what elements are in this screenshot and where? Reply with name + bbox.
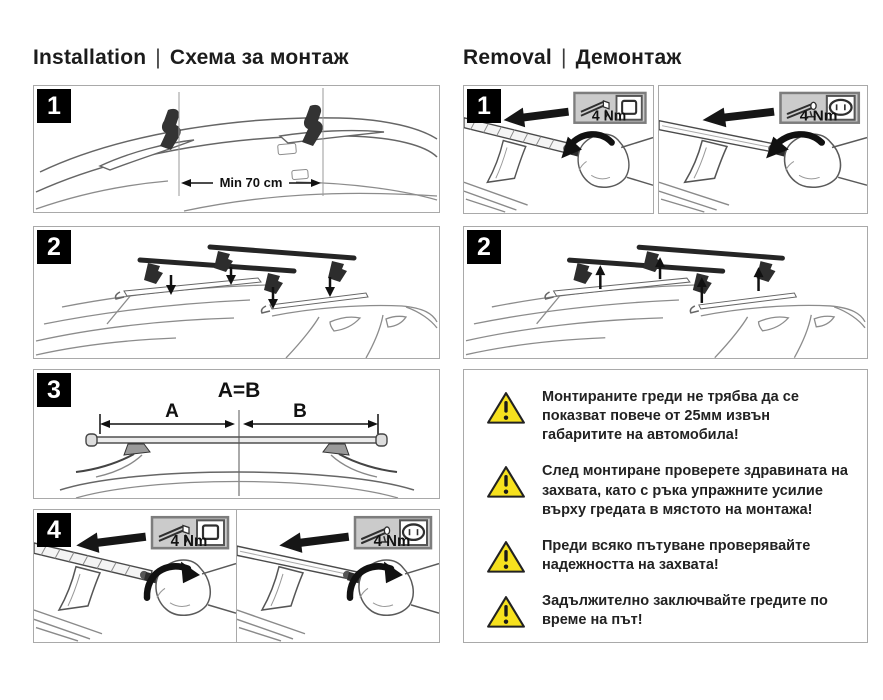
warning-icon	[486, 537, 526, 575]
torque-label: 4 Nm	[591, 108, 627, 125]
warning-item	[486, 537, 853, 575]
left-arrow-icon	[502, 102, 569, 130]
car-body-art	[36, 285, 437, 358]
header-separator: |	[560, 46, 567, 69]
roof-min-distance-diagram	[34, 86, 439, 212]
installation-header	[33, 46, 349, 70]
installation-step4-panel	[33, 509, 440, 643]
warning-icon	[486, 388, 526, 426]
equation-label: A=B	[217, 379, 261, 402]
warnings-panel	[463, 369, 868, 643]
warning-text: След монтиране проверете здравината на захвата, като с ръка упражните усилие върху гредата в мястото на монтажа!	[542, 463, 848, 518]
warning-item	[486, 388, 853, 445]
step-number-badge: 4	[37, 513, 71, 547]
step-number-badge: 2	[467, 230, 501, 264]
car-roof-art	[60, 472, 414, 498]
min-distance-label: Min 70 cm	[219, 175, 283, 190]
hand-tool-art	[578, 134, 653, 187]
warning-icon	[486, 592, 526, 630]
installation-step2-panel	[33, 226, 440, 359]
removal-step1-aero-panel	[658, 85, 868, 214]
foot-clamp-art	[237, 567, 305, 641]
foot-clamp-art	[659, 141, 729, 212]
aero-bar-tighten-view	[236, 510, 439, 642]
removal-title-bg: Демонтаж	[575, 46, 682, 69]
installation-title-bg: Схема за монтаж	[169, 46, 349, 69]
removal-title-en: Removal	[463, 46, 552, 69]
span-b-label: B	[293, 401, 307, 422]
car-body-art	[466, 285, 865, 358]
bars-placement-diagram	[34, 227, 439, 358]
left-arrow-icon	[75, 526, 147, 555]
left-arrow-icon	[701, 102, 775, 130]
bars-removal-diagram	[464, 227, 867, 358]
left-arrow-icon	[278, 526, 350, 555]
warning-item	[486, 592, 853, 630]
removal-header	[463, 46, 681, 70]
centering-diagram	[34, 370, 439, 498]
warning-icon	[486, 462, 526, 500]
foot-clamp-art	[464, 141, 528, 212]
hand-tool-art	[785, 134, 867, 187]
step-number-badge: 1	[37, 89, 71, 123]
removal-step2-panel	[463, 226, 868, 359]
warning-text: Задължително заключвайте гредите по време на път!	[542, 593, 828, 629]
roof-rail-art	[100, 131, 384, 170]
tighten-diagram-aero	[237, 510, 439, 642]
foot-clamp-art	[34, 567, 102, 641]
span-a-label: A	[165, 401, 179, 422]
torque-label: 4 Nm	[373, 532, 411, 551]
step-number-badge: 3	[37, 373, 71, 407]
loosen-diagram-aero	[659, 86, 867, 213]
torque-label: 4 Nm	[799, 107, 838, 125]
removal-step1-square-panel	[463, 85, 654, 214]
step-number-badge: 1	[467, 89, 501, 123]
installation-step1-panel	[33, 85, 440, 213]
torque-label: 4 Nm	[170, 532, 208, 551]
header-separator: |	[155, 46, 161, 69]
installation-step3-panel	[33, 369, 440, 499]
warning-text: Монтираните греди не трябва да се показват повече от 25мм извън габаритите на автомобила!	[542, 389, 799, 444]
installation-title-en: Installation	[33, 46, 147, 69]
warning-text: Преди всяко пътуване проверявайте надежността на захвата!	[542, 537, 811, 573]
warning-item	[486, 462, 853, 519]
step-number-badge: 2	[37, 230, 71, 264]
